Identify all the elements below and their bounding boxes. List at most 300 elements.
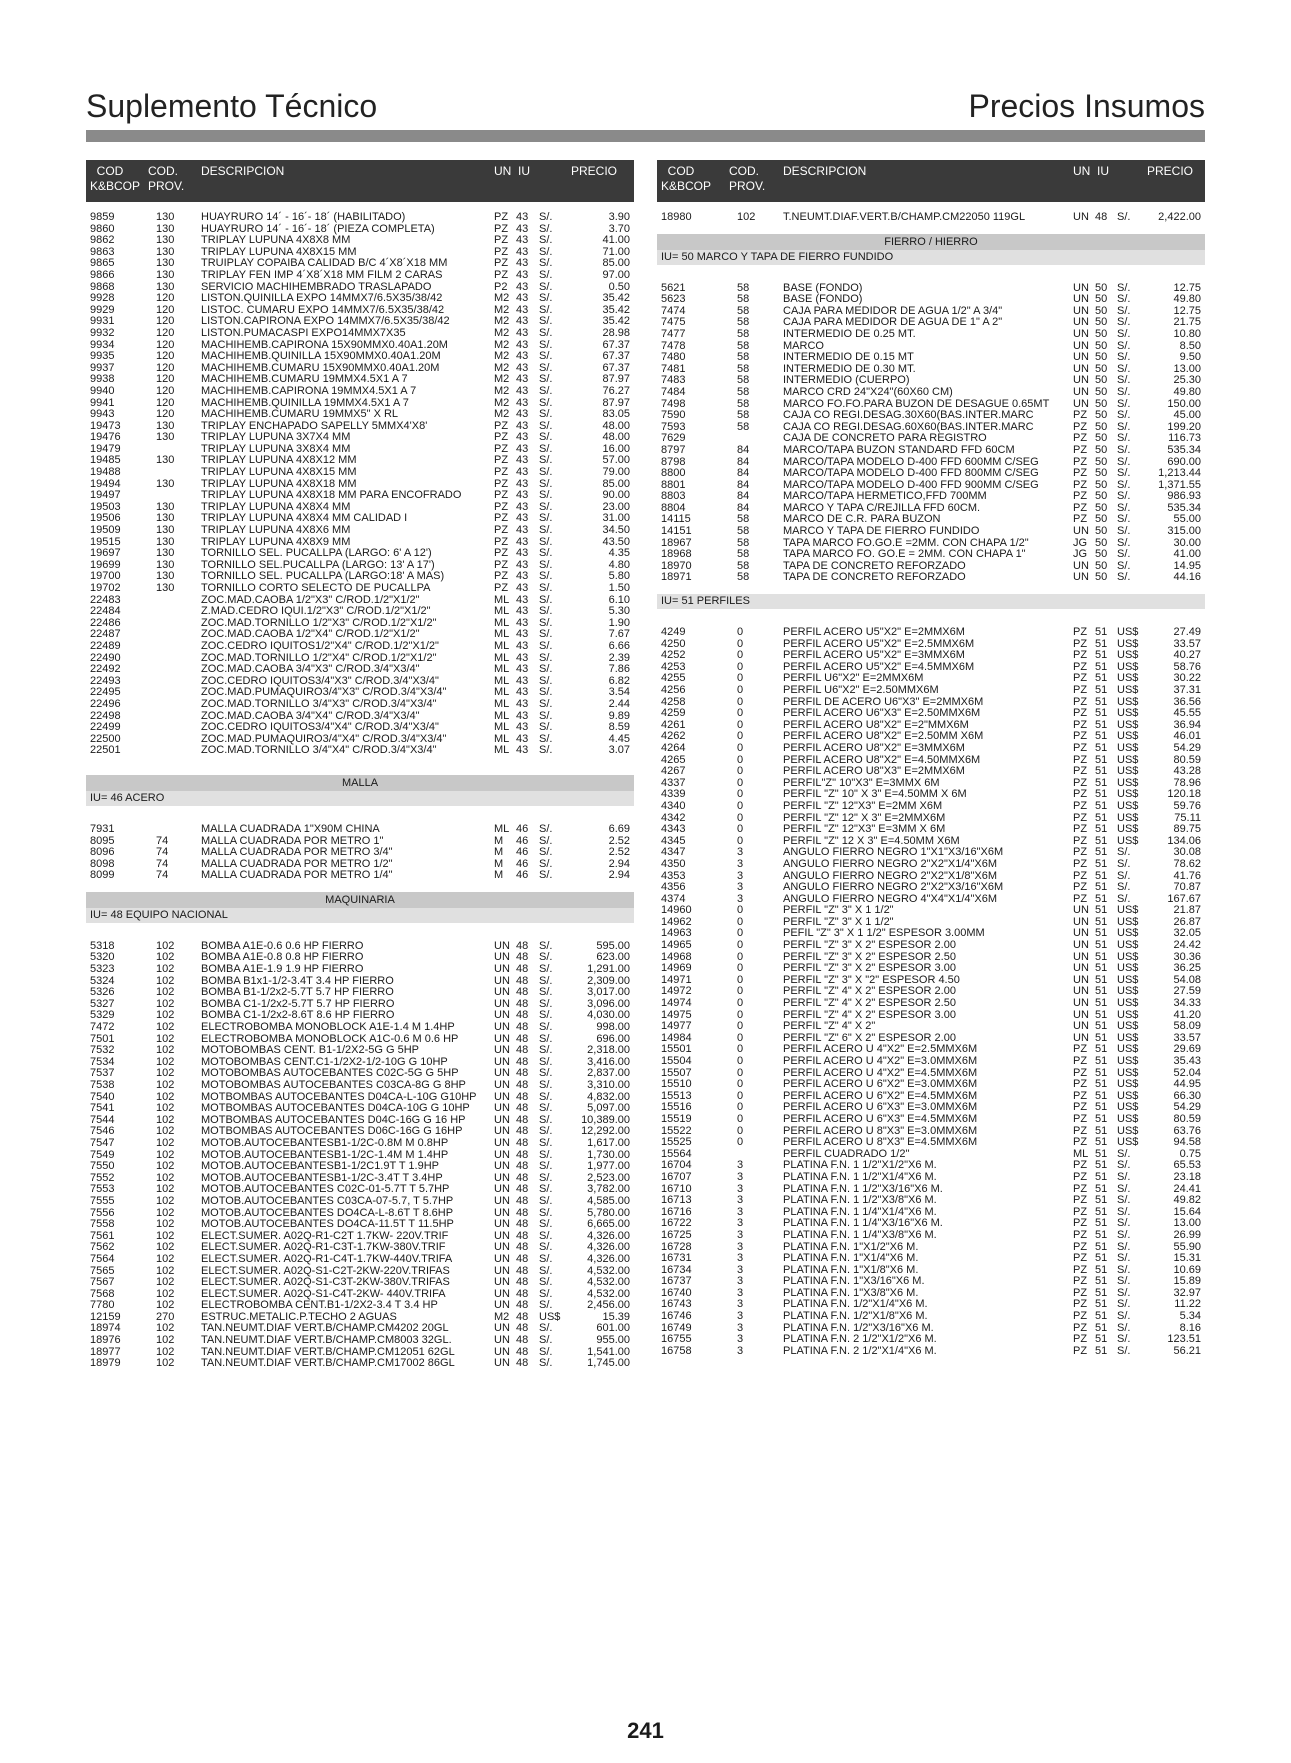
cell-cod: 15516	[661, 1101, 692, 1114]
cell-prov: 0	[737, 915, 744, 928]
cell-un: PZ	[1073, 672, 1088, 685]
cell-prov: 130	[156, 582, 175, 594]
cell-cod: 8801	[661, 478, 686, 491]
col-un: UN	[494, 164, 512, 178]
cell-cod: 4342	[661, 811, 686, 824]
cell-desc: PLATINA F.N. 1"X1/8"X6 M.	[783, 1263, 919, 1276]
table-row	[657, 572, 1205, 584]
cell-iu: 43	[516, 419, 529, 432]
cell-cod: 19497	[90, 489, 121, 502]
cell-cod: 7474	[661, 304, 686, 317]
cell-desc: PERFIL "Z" 12"X3" E=3MM X 6M	[783, 823, 946, 836]
cell-price: 2.94	[608, 857, 630, 870]
cell-iu: 51	[1095, 927, 1108, 940]
cell-un: PZ	[1073, 1066, 1088, 1079]
cell-prov: 58	[737, 304, 750, 317]
cell-desc: PLATINA F.N. 1/2"X1/8"X6 M.	[783, 1310, 928, 1323]
cell-price: 2.44	[608, 697, 630, 710]
cell-cod: 5329	[90, 1009, 115, 1022]
cell-un: PZ	[1073, 1043, 1088, 1056]
cell-cod: 9931	[90, 315, 115, 328]
cell-currency: US$	[1117, 799, 1139, 812]
cell-cod: 15564	[661, 1147, 692, 1160]
cell-currency: S/.	[539, 616, 553, 629]
cell-desc: TRIPLAY LUPUNA 4X8X12 MM	[201, 454, 357, 467]
page-number: 241	[627, 1718, 664, 1743]
cell-price: 58.76	[1173, 660, 1201, 673]
cell-prov: 58	[737, 316, 750, 329]
cell-iu: 43	[516, 373, 529, 386]
sublabel-marco: IU= 50 MARCO Y TAPA DE FIERRO FUNDIDO	[657, 250, 1205, 265]
cell-currency: S/.	[539, 732, 553, 745]
cell-cod: 18977	[90, 1345, 121, 1358]
cell-un: PZ	[1073, 799, 1088, 812]
cell-currency: S/.	[539, 1055, 553, 1068]
cell-un: UN	[494, 1090, 510, 1103]
cell-currency: S/.	[1117, 351, 1131, 364]
cell-currency: S/.	[1117, 1333, 1131, 1346]
cell-desc: PLATINA F.N. 1 1/4"X1/4"X6 M.	[783, 1205, 937, 1218]
cell-currency: S/.	[539, 268, 553, 281]
cell-cod: 18968	[661, 548, 692, 561]
cell-desc: MOTOB.AUTOCEBANTES DO4CA-11.5T T 11.5HP	[201, 1218, 454, 1231]
cell-cod: 19476	[90, 431, 121, 444]
cell-iu: 48	[516, 1171, 529, 1184]
cell-un: PZ	[494, 431, 509, 444]
cell-prov: 130	[156, 280, 175, 293]
cell-cod: 16758	[661, 1344, 692, 1357]
cell-price: 66.30	[1173, 1089, 1201, 1102]
cell-cod: 22484	[90, 605, 121, 618]
cell-price: 0.50	[608, 280, 630, 293]
cell-iu: 43	[516, 500, 529, 513]
table-row	[86, 525, 634, 537]
cell-desc: PERFIL ACERO U5"X2" E=3MMX6M	[783, 649, 965, 662]
cell-iu: 48	[516, 1252, 529, 1265]
table-row	[86, 328, 634, 340]
cell-un: PZ	[1073, 1078, 1088, 1091]
cell-desc: PEFIL "Z" 3" X 1 1/2" ESPESOR 3.00MM	[783, 927, 985, 940]
cell-cod: 7501	[90, 1032, 115, 1045]
table-row	[657, 998, 1205, 1010]
cell-price: 76.27	[602, 384, 630, 397]
cell-un: M2	[494, 373, 510, 386]
cell-cod: 4259	[661, 707, 686, 720]
cell-cod: 19506	[90, 512, 121, 525]
cell-iu: 48	[516, 1183, 529, 1196]
cell-price: 35.42	[602, 303, 630, 316]
cell-desc: PLATINA F.N. 1/2"X3/16"X6 M.	[783, 1321, 934, 1334]
cell-un: PZ	[1073, 684, 1088, 696]
cell-desc: MALLA CUADRADA POR METRO 1/4"	[201, 869, 393, 882]
cell-currency: S/.	[539, 234, 553, 247]
cell-desc: PERFIL ACERO U8"X2" E=2.50MM X6M	[783, 730, 984, 743]
cell-iu: 43	[516, 454, 529, 467]
cell-iu: 48	[516, 1044, 529, 1057]
cell-cod: 14969	[661, 962, 692, 975]
cell-un: UN	[1073, 1020, 1089, 1033]
cell-un: PZ	[1073, 788, 1088, 801]
cell-prov: 102	[156, 1160, 175, 1173]
cell-currency: S/.	[539, 1183, 553, 1196]
cell-cod: 22496	[90, 697, 121, 710]
table-row	[86, 1254, 634, 1266]
cell-price: 623.00	[596, 951, 630, 964]
cell-desc: PERFIL ACERO U 6"X3" E=4.5MMX6M	[783, 1112, 978, 1125]
cell-desc: ELECTROBOMBA CENT.B1-1/2X2-3.4 T 3.4 HP	[201, 1299, 438, 1312]
col-cod: COD	[667, 164, 695, 178]
cell-un: M2	[494, 350, 510, 363]
cell-desc: PERFIL "Z" 12 X 3" E=4.50MM X6M	[783, 834, 960, 847]
cell-un: UN	[494, 1183, 510, 1196]
cell-currency: US$	[1117, 718, 1139, 731]
cell-desc: PERFIL ACERO U8"X2" E=2"MMX6M	[783, 718, 969, 731]
cell-price: 4,326.00	[587, 1229, 630, 1242]
cell-price: 2.39	[608, 651, 630, 664]
cell-cod: 9863	[90, 245, 115, 258]
cell-iu: 51	[1095, 1043, 1108, 1056]
cell-un: UN	[1073, 973, 1089, 986]
cell-cod: 4250	[661, 637, 686, 650]
cell-desc: CAJA CO REGI.DESAG.30X60(BAS.INTER.MARC	[783, 409, 1034, 422]
cell-cod: 12159	[90, 1310, 121, 1323]
cell-price: 6.69	[608, 822, 630, 835]
cell-prov: 3	[737, 846, 744, 859]
cell-prov: 0	[737, 788, 744, 801]
cell-cod: 7477	[661, 327, 686, 340]
cell-price: 49.82	[1173, 1194, 1201, 1207]
cell-price: 2,309.00	[587, 974, 630, 987]
cell-currency: S/.	[1117, 293, 1131, 306]
cell-un: PZ	[1073, 1263, 1088, 1276]
cell-price: 5.30	[608, 605, 630, 618]
cell-un: UN	[1073, 374, 1089, 387]
cell-iu: 48	[516, 1264, 529, 1277]
cell-iu: 43	[516, 211, 529, 223]
cell-prov: 0	[737, 823, 744, 836]
cell-price: 26.87	[1173, 915, 1201, 928]
cell-cod: 4255	[661, 672, 686, 685]
cell-price: 65.53	[1173, 1159, 1201, 1172]
cell-un: UN	[494, 1241, 510, 1254]
cell-currency: S/.	[539, 939, 553, 952]
cell-currency: S/.	[1117, 397, 1131, 410]
cell-un: PZ	[494, 419, 509, 432]
cell-cod: 7481	[661, 362, 686, 375]
cell-iu: 48	[516, 1102, 529, 1115]
cell-desc: PERFIL "Z" 4" X 2" ESPESOR 2.00	[783, 985, 956, 998]
cell-iu: 48	[516, 1160, 529, 1173]
cell-cod: 4267	[661, 765, 686, 778]
cell-iu: 51	[1095, 1310, 1108, 1323]
cell-desc: PERFIL U6"X2" E=2MMX6M	[783, 672, 924, 685]
cell-cod: 16740	[661, 1286, 692, 1299]
cell-prov: 102	[156, 1021, 175, 1034]
cell-currency: S/.	[539, 547, 553, 560]
cell-prov: 0	[737, 1055, 744, 1067]
cell-iu: 51	[1095, 1217, 1108, 1230]
cell-currency: S/.	[1117, 1252, 1131, 1265]
cell-desc: ZOC.MAD.TORNILLO 3/4"X4" C/ROD.3/4"X3/4"	[201, 744, 437, 757]
cell-iu: 51	[1095, 1124, 1108, 1137]
cell-price: 8.50	[1179, 339, 1201, 352]
cell-price: 4.80	[608, 558, 630, 571]
cell-iu: 48	[516, 1055, 529, 1068]
cell-prov: 3	[737, 892, 744, 905]
cell-un: PZ	[494, 524, 509, 537]
cell-un: PZ	[1073, 1217, 1088, 1230]
cell-cod: 5327	[90, 997, 115, 1010]
cell-iu: 43	[516, 350, 529, 363]
section-title: Suplemento Técnico	[86, 88, 378, 124]
table-row	[657, 526, 1205, 538]
cell-price: 2,456.00	[587, 1299, 630, 1312]
cell-prov: 0	[737, 985, 744, 998]
cell-un: PZ	[1073, 741, 1088, 754]
cell-price: 535.34	[1167, 501, 1201, 514]
cell-iu: 50	[1095, 548, 1108, 561]
cell-price: 998.00	[596, 1021, 630, 1034]
cell-price: 54.08	[1173, 973, 1201, 986]
cell-desc: PERFIL DE ACERO U6"X3" E=2MMX6M	[783, 695, 984, 708]
cell-price: 87.97	[602, 373, 630, 386]
cell-desc: BOMBA B1x1-1/2-3.4T 3.4 HP FIERRO	[201, 974, 394, 987]
cell-currency: S/.	[1117, 327, 1131, 340]
table-row	[657, 824, 1205, 836]
cell-currency: S/.	[539, 489, 553, 502]
cell-desc: TRIPLAY LUPUNA 4X8X8 MM	[201, 234, 351, 247]
cell-cod: 4339	[661, 788, 686, 801]
cell-prov: 3	[737, 1240, 744, 1253]
cell-currency: S/.	[539, 466, 553, 479]
cell-currency: S/.	[539, 709, 553, 722]
cell-price: 67.37	[602, 350, 630, 363]
cell-currency: S/.	[539, 1194, 553, 1207]
cell-desc: PLATINA F.N. 1"X1/2"X6 M.	[783, 1240, 919, 1253]
cell-iu: 48	[516, 1113, 529, 1126]
cell-iu: 43	[516, 384, 529, 397]
cell-cod: 4265	[661, 753, 686, 766]
cell-currency: S/.	[1117, 571, 1131, 584]
cell-price: 690.00	[1167, 455, 1201, 468]
table-row	[657, 627, 1205, 639]
cell-un: UN	[494, 1079, 510, 1091]
table-row	[657, 387, 1205, 399]
cell-un: M2	[494, 408, 510, 421]
cell-prov: 58	[737, 351, 750, 364]
cell-currency: S/.	[539, 1322, 553, 1335]
cell-prov: 3	[737, 1182, 744, 1195]
cell-prov: 120	[156, 384, 175, 397]
cell-un: PZ	[494, 268, 509, 281]
cell-currency: S/.	[539, 1264, 553, 1277]
cell-price: 35.42	[602, 315, 630, 328]
cell-currency: S/.	[539, 1125, 553, 1138]
cell-iu: 51	[1095, 1089, 1108, 1102]
cell-desc: ELECT.SUMER. A02Q-R1-C4T-1.7KW-440V.TRIFA	[201, 1252, 453, 1265]
cell-desc: MARCO/TAPA MODELO D-400 FFD 800MM C/SEG	[783, 467, 1039, 480]
cell-prov: 0	[737, 765, 744, 778]
cell-iu: 51	[1095, 1194, 1108, 1207]
cell-cod: 16713	[661, 1194, 692, 1207]
cell-cod: 7590	[661, 409, 686, 422]
cell-un: PZ	[1073, 846, 1088, 859]
cell-currency: S/.	[1117, 1286, 1131, 1299]
cell-desc: PERFIL ACERO U 4"X2" E=2.5MMX6M	[783, 1043, 978, 1056]
cell-cod: 19700	[90, 570, 121, 583]
cell-un: UN	[1073, 281, 1089, 294]
cell-cod: 7544	[90, 1113, 115, 1126]
cell-price: 52.04	[1173, 1066, 1201, 1079]
cell-currency: US$	[1117, 707, 1139, 720]
cell-currency: S/.	[1117, 1147, 1131, 1160]
cell-desc: PERFIL CUADRADO 1/2"	[783, 1147, 910, 1160]
cell-desc: TRIPLAY LUPUNA 4X8X9 MM	[201, 535, 351, 548]
cell-prov: 102	[156, 986, 175, 999]
cell-un: PZ	[1073, 1344, 1088, 1357]
cell-price: 6.66	[608, 639, 630, 652]
cell-desc: MARCO Y TAPA C/REJILLA FFD 60CM.	[783, 501, 981, 514]
cell-currency: S/.	[1117, 374, 1131, 387]
cell-desc: PERFIL "Z" 3" X 1 1/2"	[783, 915, 894, 928]
cell-un: UN	[1073, 1008, 1089, 1021]
cell-desc: PERFIL "Z" 12" X 3" E=2MMX6M	[783, 811, 946, 824]
cell-price: 48.00	[602, 431, 630, 444]
cell-cod: 8798	[661, 455, 686, 468]
section-maquinaria: MAQUINARIA	[86, 892, 634, 908]
cell-desc: MACHIHEMB.CAPIRONA 15X90MMX0.40A1.20M	[201, 338, 448, 351]
cell-currency: US$	[1117, 1020, 1139, 1033]
cell-price: 30.08	[1173, 846, 1201, 859]
cell-iu: 43	[516, 732, 529, 745]
cell-currency: US$	[1117, 950, 1139, 963]
cell-currency: US$	[1117, 672, 1139, 685]
cell-iu: 43	[516, 674, 529, 687]
cell-currency: S/.	[539, 1171, 553, 1184]
cell-un: UN	[494, 1218, 510, 1231]
cell-un: PZ	[1073, 1275, 1088, 1288]
cell-iu: 50	[1095, 490, 1108, 503]
cell-price: 4,030.00	[587, 1009, 630, 1022]
cell-price: 12.75	[1173, 281, 1201, 294]
cell-price: 3,310.00	[587, 1079, 630, 1091]
cell-un: M2	[494, 315, 510, 328]
cell-price: 12,292.00	[581, 1125, 630, 1138]
cell-iu: 48	[516, 1194, 529, 1207]
cell-desc: MACHIHEMB.CUMARU 19MMX4.5X1 A 7	[201, 373, 408, 386]
cell-price: 90.00	[602, 489, 630, 502]
cell-cod: 15519	[661, 1112, 692, 1125]
cell-price: 10.69	[1173, 1263, 1201, 1276]
cell-un: PZ	[1073, 1112, 1088, 1125]
cell-prov: 58	[737, 536, 750, 549]
cell-prov: 58	[737, 571, 750, 584]
cell-prov: 130	[156, 454, 175, 467]
cell-iu: 43	[516, 245, 529, 258]
cell-iu: 43	[516, 697, 529, 710]
cell-iu: 51	[1095, 765, 1108, 778]
table-row	[86, 293, 634, 305]
cell-cod: 4347	[661, 846, 686, 859]
table-row	[86, 1335, 634, 1347]
cell-desc: BASE (FONDO)	[783, 293, 863, 306]
cell-iu: 43	[516, 222, 529, 235]
cell-un: UN	[1073, 339, 1089, 352]
cell-un: UN	[494, 1206, 510, 1219]
cell-prov: 102	[156, 1206, 175, 1219]
col-cod: COD	[96, 164, 124, 178]
cell-currency: US$	[1117, 927, 1139, 940]
cell-cod: 22489	[90, 639, 121, 652]
cell-iu: 51	[1095, 1205, 1108, 1218]
table-row	[657, 1311, 1205, 1323]
cell-currency: S/.	[539, 280, 553, 293]
cell-cod: 8800	[661, 467, 686, 480]
cell-cod: 14975	[661, 1008, 692, 1021]
cell-iu: 51	[1095, 684, 1108, 696]
cell-cod: 16725	[661, 1228, 692, 1241]
cell-price: 1.50	[608, 582, 630, 594]
cell-price: 2.94	[608, 869, 630, 882]
cell-price: 5.80	[608, 570, 630, 583]
table-row	[86, 722, 634, 734]
cell-cod: 7478	[661, 339, 686, 352]
cell-iu: 43	[516, 303, 529, 316]
cell-cod: 15507	[661, 1066, 692, 1079]
cell-price: 24.41	[1173, 1182, 1201, 1195]
table-row	[86, 847, 634, 859]
cell-cod: 7629	[661, 432, 686, 445]
cell-desc: T.NEUMT.DIAF.VERT.B/CHAMP.CM22050 119GL	[783, 211, 1026, 223]
cell-prov: 120	[156, 315, 175, 328]
cell-currency: S/.	[539, 1009, 553, 1022]
cell-desc: ELECTROBOMBA MONOBLOCK A1E-1.4 M 1.4HP	[201, 1021, 455, 1034]
cell-desc: ELECT.SUMER. A02Q-S1-C3T-2KW-380V.TRIFAS	[201, 1276, 450, 1289]
cell-currency: S/.	[539, 1276, 553, 1289]
cell-currency: S/.	[539, 558, 553, 571]
cell-desc: BOMBA A1E-0.6 0.6 HP FIERRO	[201, 939, 364, 952]
cell-iu: 51	[1095, 1344, 1108, 1357]
cell-currency: US$	[1117, 997, 1139, 1010]
cell-price: 24.42	[1173, 939, 1201, 952]
cell-iu: 51	[1095, 1286, 1108, 1299]
cell-un: PZ	[1073, 1321, 1088, 1334]
cell-price: 54.29	[1173, 741, 1201, 754]
cell-prov: 84	[737, 478, 750, 491]
cell-desc: ZOC.MAD.CAOBA 1/2"X3" C/ROD.1/2"X1/2"	[201, 593, 420, 606]
cell-iu: 48	[516, 1322, 529, 1335]
cell-un: PZ	[1073, 1194, 1088, 1207]
cell-desc: PERFIL "Z" 3" X 2" ESPESOR 2.50	[783, 950, 956, 963]
cell-cod: 9860	[90, 222, 115, 235]
cell-iu: 48	[516, 997, 529, 1010]
cell-currency: US$	[1117, 649, 1139, 662]
cell-iu: 48	[516, 1276, 529, 1289]
cell-prov: 102	[156, 951, 175, 964]
cell-cod: 22495	[90, 686, 121, 699]
cell-desc: MOTBOMBAS AUTOCEBANTES D06C-16G G 16HP	[201, 1125, 463, 1138]
cell-price: 15.39	[602, 1310, 630, 1323]
cell-iu: 50	[1095, 478, 1108, 491]
cell-un: PZ	[1073, 626, 1088, 639]
cell-iu: 46	[516, 834, 529, 847]
cell-desc: MACHIHEMB.QUINILLA 15X90MMX0.40A1.20M	[201, 350, 441, 363]
cell-prov: 84	[737, 455, 750, 468]
cell-price: 58.09	[1173, 1020, 1201, 1033]
cell-prov: 120	[156, 373, 175, 386]
cell-iu: 43	[516, 535, 529, 548]
cell-prov: 0	[737, 1031, 744, 1044]
